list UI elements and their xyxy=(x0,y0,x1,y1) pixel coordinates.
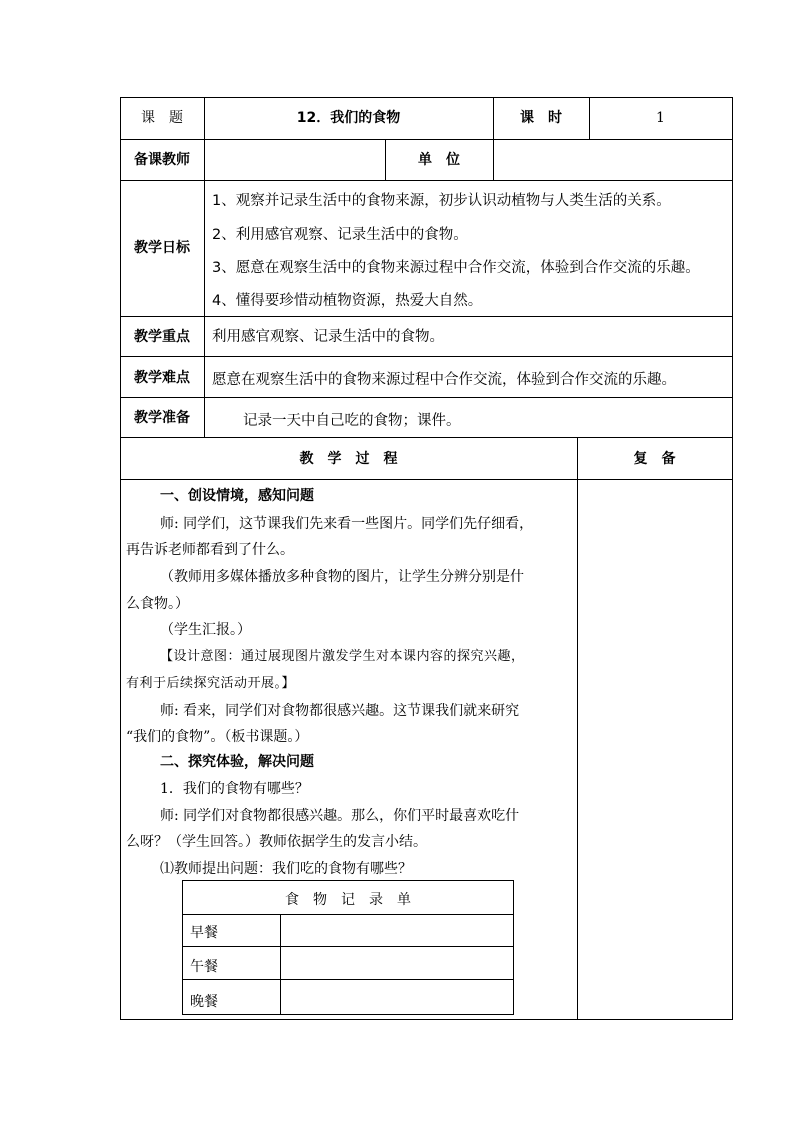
topic-value: 12．我们的食物 xyxy=(296,110,401,126)
teacher-label: 备课教师 xyxy=(134,152,190,168)
section-2-title: 二、探究体验，解决问题 xyxy=(160,754,314,770)
difficulty-value: 愿意在观察生活中的食物来源过程中合作交流，体验到合作交流的乐趣。 xyxy=(212,372,676,388)
paragraph-6: ⑴教师提出问题：我们吃的食物有哪些？ xyxy=(160,861,412,877)
food-row-label: 晚餐 xyxy=(190,994,218,1010)
paragraph-5-line-1: 师: 同学们对食物都很感兴趣。那么，你们平时最喜欢吃什 xyxy=(160,808,520,824)
period-label: 课 时 xyxy=(520,110,562,126)
paragraph-4-line-1: 师: 看来，同学们对食物都很感兴趣。这节课我们就来研究 xyxy=(160,703,520,719)
key-point-value: 利用感官观察、记录生活中的食物。 xyxy=(212,329,444,345)
design-note-line-1: 【设计意图：通过展现图片激发学生对本课内容的探究兴趣， xyxy=(160,649,525,664)
key-point-label: 教学重点 xyxy=(134,329,190,345)
goals-label: 教学日标 xyxy=(134,240,190,256)
process-header: 教 学 过 程 xyxy=(299,451,398,467)
goal-item-2: 2、利用感官观察、记录生活中的食物。 xyxy=(212,227,468,243)
paragraph-4-line-2: “我们的食物”。（板书课题。） xyxy=(126,729,309,745)
question-1: 1．我们的食物有哪些？ xyxy=(160,781,309,797)
food-row-label: 早餐 xyxy=(190,925,218,941)
paragraph-2-line-1: （教师用多媒体播放多种食物的图片，让学生分辨分别是什 xyxy=(160,569,524,585)
paragraph-5-line-2: 么呀？（学生回答。）教师依据学生的发言小结。 xyxy=(126,834,427,850)
goal-item-3: 3、愿意在观察生活中的食物来源过程中合作交流，体验到合作交流的乐趣。 xyxy=(212,260,700,276)
review-header: 复 备 xyxy=(633,451,676,467)
preparation-value: 记录一天中自己吃的食物；课件。 xyxy=(243,413,461,429)
section-1-title: 一、创设情境，感知问题 xyxy=(160,488,314,504)
goal-item-1: 1、观察并记录生活中的食物来源，初步认识动植物与人类生活的关系。 xyxy=(212,193,671,209)
preparation-label: 教学准备 xyxy=(134,410,190,426)
period-value: 1 xyxy=(656,110,665,126)
paragraph-1-line-2: 再告诉老师都看到了什么。 xyxy=(126,542,294,558)
difficulty-label: 教学难点 xyxy=(134,370,190,386)
food-row-label: 午餐 xyxy=(190,959,218,975)
paragraph-2-line-2: 么食物。） xyxy=(126,596,189,612)
goal-item-4: 4、懂得要珍惜动植物资源，热爱大自然。 xyxy=(212,293,483,309)
topic-label: 课 题 xyxy=(141,110,183,126)
paragraph-3: （学生汇报。） xyxy=(160,622,251,638)
paragraph-1-line-1: 师: 同学们，这节课我们先来看一些图片。同学们先仔细看， xyxy=(160,516,534,532)
unit-label: 单 位 xyxy=(418,152,460,168)
food-record-title: 食 物 记 录 单 xyxy=(285,892,411,908)
design-note-line-2: 有利于后续探究活动开展。】 xyxy=(126,676,296,691)
